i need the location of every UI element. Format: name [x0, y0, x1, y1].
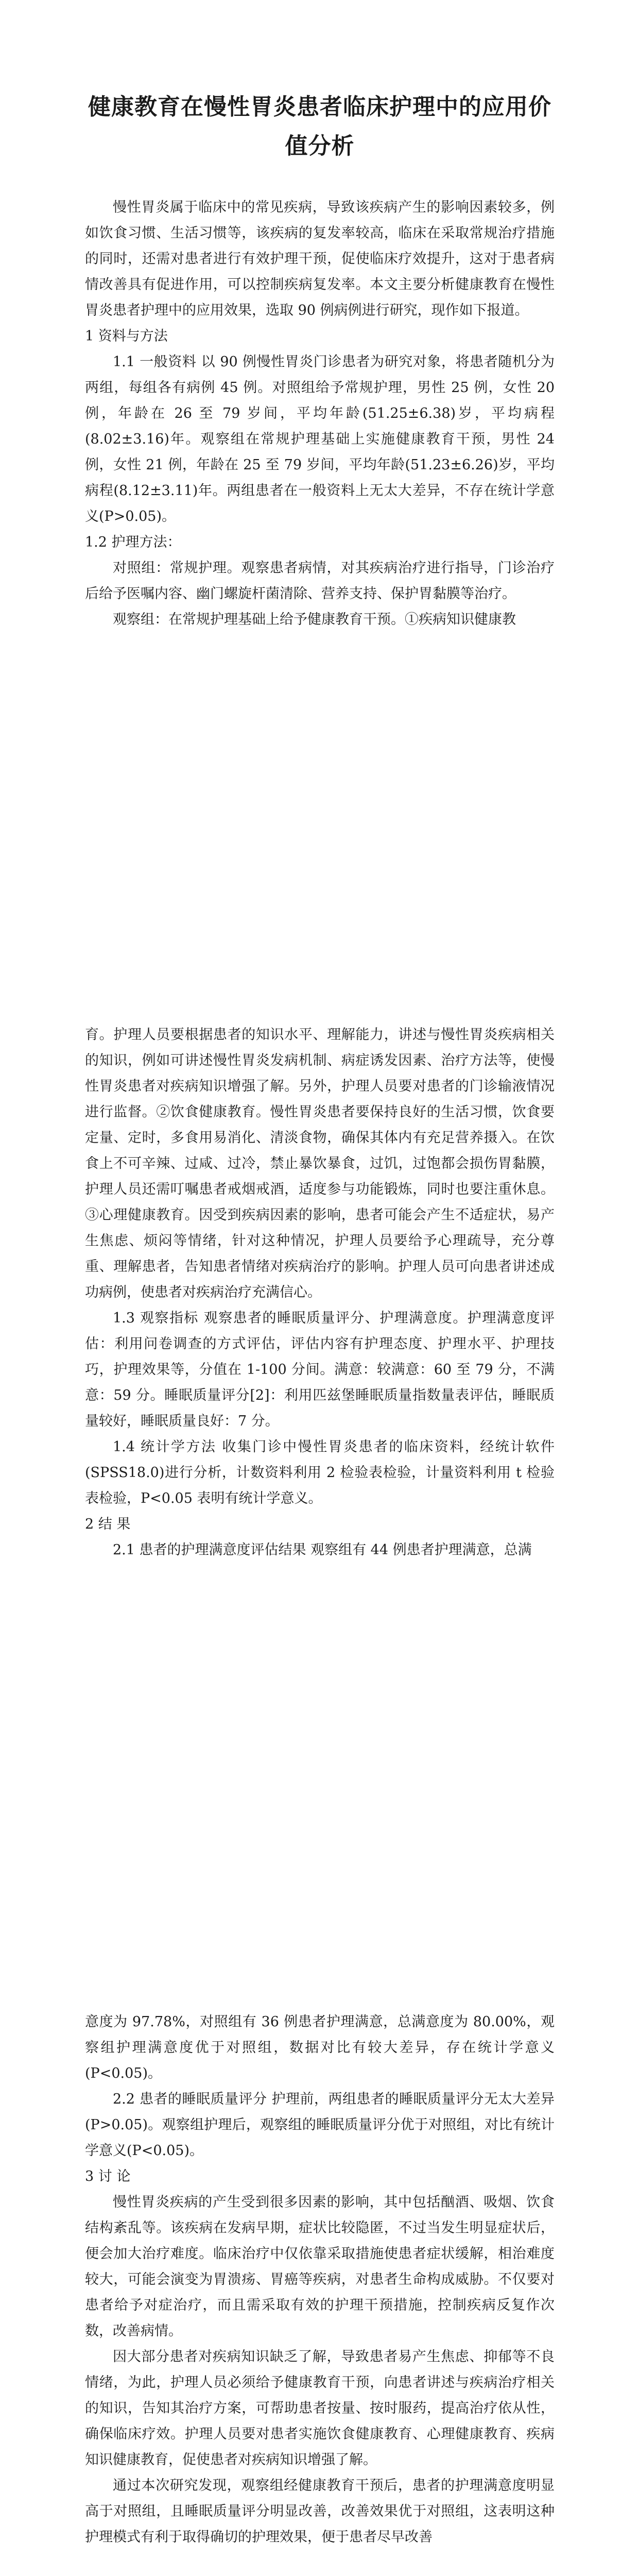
- part-3: [85, 2009, 555, 2550]
- section-heading-results: 2 结 果: [85, 1516, 131, 1532]
- satisfaction-result-paragraph-cont: 意度为 97.78%，对照组有 36 例患者护理满意，总满意度为 80.00%，观察组护理满意度优于对照组，数据对比有较大差异，存在统计学意义(P<0.05)。: [85, 2014, 555, 2081]
- observation-index-paragraph: 1.3 观察指标 观察患者的睡眠质量评分、护理满意度。护理满意度评估：利用问卷调查的方式评估，评估内容有护理态度、护理水平、护理技巧，护理效果等，分值在 1-100 分间。满意：较满意：60 至 79 分，不满意：59 分。睡眠质量评分[2]：利用匹兹堡睡眠质量指数量表评估，睡眠质量较好，睡眠质量良好：7 分。: [85, 1310, 555, 1429]
- part-2: [85, 1022, 555, 1563]
- section-heading-methods: 1 资料与方法: [85, 328, 168, 344]
- discussion-paragraph-1: 慢性胃炎疾病的产生受到很多因素的影响，其中包括酗酒、吸烟、饮食结构紊乱等。该疾病在发病早期，症状比较隐匿，不过当发生明显症状后，便会加大治疗难度。临床治疗中仅依靠采取措施使患者症状缓解，相治难度较大，可能会演变为胃溃疡、胃癌等疾病，对患者生命构成威胁。不仅要对患者给予对症治疗，而且需采取有效的护理干预措施，控制疾病反复作次数，改善病情。: [85, 2194, 555, 2339]
- discussion-paragraph-3-start: 通过本次研究发现，观察组经健康教育干预后，患者的护理满意度明显高于对照组，且睡眠质量评分明显改善，改善效果优于对照组，这表明这种护理模式有利于取得确切的护理效果，便于患者尽早改善: [85, 2478, 555, 2545]
- title-block: [85, 88, 555, 190]
- satisfaction-result-paragraph-start: 2.1 患者的护理满意度评估结果 观察组有 44 例患者护理满意，总满: [113, 1542, 532, 1558]
- observation-group-paragraph-cont: 育。护理人员要根据患者的知识水平、理解能力，讲述与慢性胃炎疾病相关的知识，例如可讲述慢性胃炎发病机制、病症诱发因素、治疗方法等，使慢性胃炎患者对疾病知识增强了解。另外，护理人员要对患者的门诊输液情况进行监督。②饮食健康教育。慢性胃炎患者要保持良好的生活习惯，饮食要定量、定时，多食用易消化、清淡食物，确保其体内有充足营养摄入。在饮食上不可辛辣、过咸、过冷，禁止暴饮暴食，过饥，过饱都会损伤胃黏膜，护理人员还需叮嘱患者戒烟戒酒，适度参与功能锻炼，同时也要注重休息。③心理健康教育。因受到疾病因素的影响，患者可能会产生不适症状，易产生焦虑、烦闷等情绪，针对这种情况，护理人员要给予心理疏导，充分尊重、理解患者，告知患者情绪对疾病治疗的影响。护理人员可向患者讲述成功病例，使患者对疾病治疗充满信心。: [85, 1027, 555, 1300]
- abstract-paragraph: 慢性胃炎属于临床中的常见疾病，导致该疾病产生的影响因素较多，例如饮食习惯、生活习惯等，该疾病的复发率较高，临床在采取常规治疗措施的同时，还需对患者进行有效护理干预，促使临床疗效提升，这对于患者病情改善具有促进作用，可以控制疾病复发率。本文主要分析健康教育在慢性胃炎患者护理中的应用效果，选取 90 例病例进行研究，现作如下报道。: [85, 199, 555, 318]
- nursing-methods-heading: 1.2 护理方法：: [85, 534, 181, 550]
- page-title: 健康教育在慢性胃炎患者临床护理中的应用价值分析: [88, 94, 551, 159]
- sleep-score-paragraph: 2.2 患者的睡眠质量评分 护理前，两组患者的睡眠质量评分无太大差异(P>0.05)。观察组护理后，观察组的睡眠质量评分优于对照组，对比有统计学意义(P<0.05)。: [85, 2091, 555, 2159]
- general-data-paragraph: 1.1 一般资料 以 90 例慢性胃炎门诊患者为研究对象，将患者随机分为两组，每组各有病例 45 例。对照组给予常规护理，男性 25 例，女性 20 例，年龄在 26 至 79 岁间，平均年龄(51.25±6.38)岁，平均病程(8.02±3.16)年。观察组在常规护理基础上实施健康教育干预，男性 24 例，女性 21 例，年龄在 25 至 79 岁间，平均年龄(51.23±6.26)岁，平均病程(8.12±3.11)年。两组患者在一般资料上无太大差异，不存在统计学意义(P>0.05)。: [85, 354, 555, 524]
- part-1: [85, 195, 555, 633]
- statistics-paragraph: 1.4 统计学方法 收集门诊中慢性胃炎患者的临床资料，经统计软件(SPSS18.0)进行分析，计数资料利用 2 检验表检验，计量资料利用 t 检验表检验，P<0.05 表明有统计学意义。: [85, 1439, 555, 1506]
- observation-group-paragraph-start: 观察组：在常规护理基础上给予健康教育干预。①疾病知识健康教: [113, 612, 516, 628]
- section-heading-discussion: 3 讨 论: [85, 2168, 131, 2184]
- discussion-paragraph-2: 因大部分患者对疾病知识缺乏了解，导致患者易产生焦虑、抑郁等不良情绪，为此，护理人员必须给予健康教育干预，向患者讲述与疾病治疗相关的知识，告知其治疗方案，可帮助患者按量、按时服药，提高治疗依从性，确保临床疗效。护理人员要对患者实施饮食健康教育、心理健康教育、疾病知识健康教育，促使患者对疾病知识增强了解。: [85, 2349, 555, 2468]
- control-group-paragraph: 对照组：常规护理。观察患者病情，对其疾病治疗进行指导，门诊治疗后给予医嘱内容、幽门螺旋杆菌清除、营养支持、保护胃黏膜等治疗。: [85, 560, 555, 602]
